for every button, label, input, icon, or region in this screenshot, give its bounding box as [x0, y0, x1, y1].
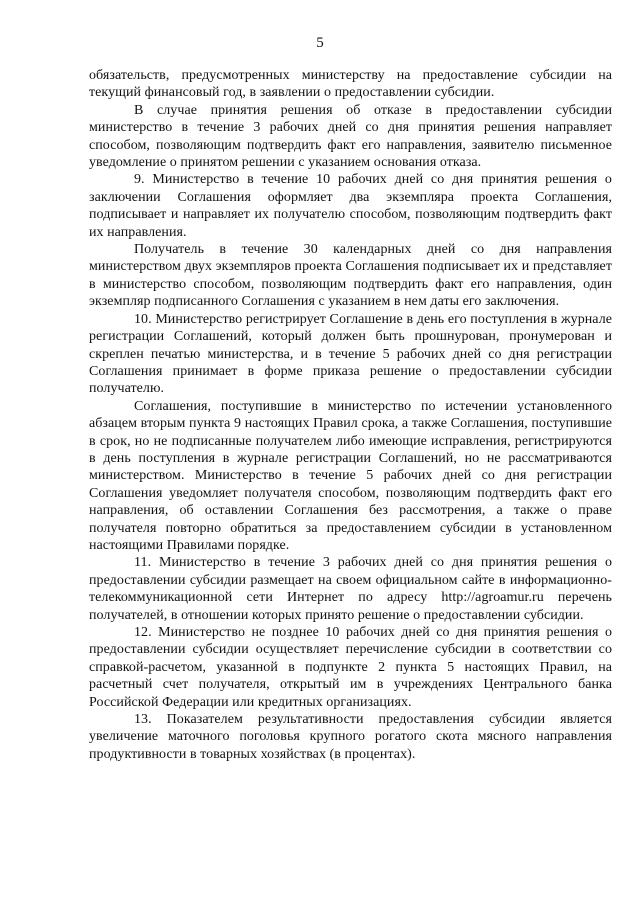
paragraph-item-11: 11. Министерство в течение 3 рабочих дней со дня принятия решения о предоставлении субсидии размещает на своем официальном сайте в информационно-телекоммуникационной сети Интернет по адресу http://agroamur.ru перечень получателей, в отношении которых принято решение о предоставлении субсидии. [89, 555, 612, 623]
paragraph-item-9: 9. Министерство в течение 10 рабочих дней со дня принятия решения о заключении Соглашения оформляет два экземпляра проекта Соглашения, подписывает и направляет их получателю способом, позволяющим подтвердить факт их направления. [89, 172, 612, 240]
paragraph-item-10: 10. Министерство регистрирует Соглашение в день его поступления в журнале регистрации Соглашений, который должен быть прошнурован, пронумерован и скреплен печатью министерства, и в течение 5 рабочих дней со дня регистрации Соглашения принимает в форме приказа решение о предоставлении субсидии получателю. [89, 311, 612, 397]
document-body [89, 67, 612, 763]
paragraph-refusal-notice: В случае принятия решения об отказе в предоставлении субсидии министерство в течение 3 рабочих дней со дня принятия решения направляет способом, позволяющим подтвердить факт его направления, заявителю письменное уведомление о принятом решении с указанием основания отказа. [89, 102, 612, 171]
paragraph-recipient-signing: Получатель в течение 30 календарных дней со дня направления министерством двух экземпляров проекта Соглашения подписывает их и представляет в министерство способом, позволяющим подтвердить факт его направления, один экземпляр подписанного Соглашения с указанием в нем даты его заключения. [89, 242, 612, 310]
paragraph-item-12: 12. Министерство не позднее 10 рабочих дней со дня принятия решения о предоставлении субсидии осуществляет перечисление субсидии в соответствии со справкой-расчетом, указанной в подпункте 2 пункта 5 настоящих Правил, на расчетный счет получателя, открытый им в учреждениях Центрального банка Российской Федерации или кредитных организациях. [89, 625, 612, 710]
page-number: 5 [316, 35, 324, 51]
paragraph-continuation: обязательств, предусмотренных министерству на предоставление субсидии на текущий финансовый год, в заявлении о предоставлении субсидии. [89, 68, 612, 101]
paragraph-item-13: 13. Показателем результативности предоставления субсидии является увеличение маточного поголовья крупного рогатого скота мясного направления продуктивности в товарных хозяйствах (в процентах). [89, 712, 612, 762]
paragraph-late-agreements: Соглашения, поступившие в министерство по истечении установленного абзацем вторым пункта 9 настоящих Правил срока, а также Соглашения, поступившие в срок, но не подписанные получателем либо имеющие исправления, регистрируются в день поступления в журнале регистрации Соглашений, но не рассматриваются министерством. Министерство в течение 5 рабочих дней со дня регистрации Соглашения уведомляет получателя способом, позволяющим подтвердить факт его направления, об оставлении Соглашения без рассмотрения, а также о праве получателя повторно обратиться за предоставлением субсидии в установленном настоящими Правилами порядке. [89, 398, 612, 553]
